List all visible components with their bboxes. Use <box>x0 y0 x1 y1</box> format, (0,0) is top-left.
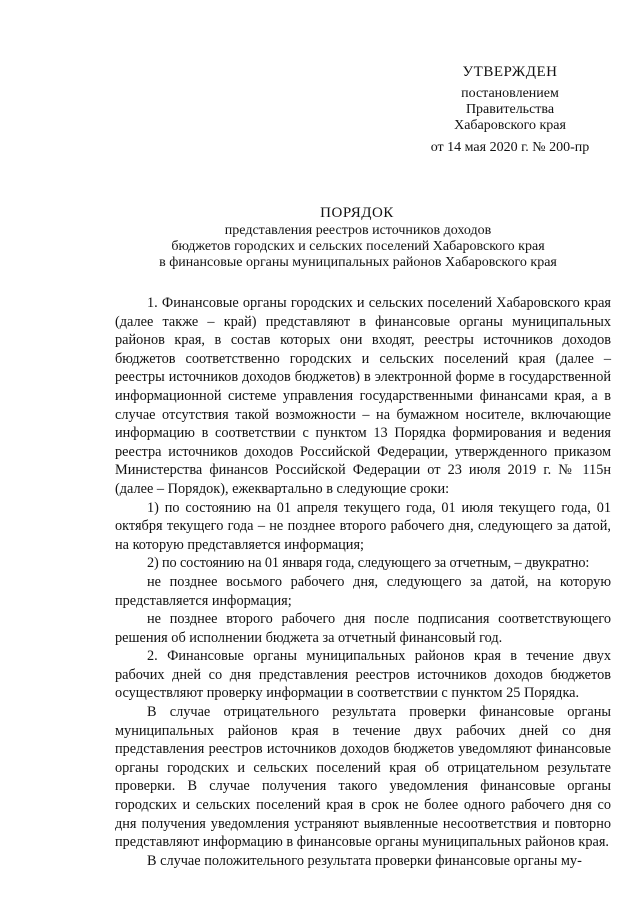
approval-heading: УТВЕРЖДЕН <box>462 64 558 80</box>
paragraph: 2) по состоянию на 01 января года, следующего за отчетным, – двукратно: <box>147 555 590 572</box>
subtitle-line: бюджетов городских и сельских поселений Хабаровского края <box>171 239 545 254</box>
approval-stamp <box>408 62 612 156</box>
document-subtitle <box>118 223 598 271</box>
approval-line: постановлением <box>461 86 559 101</box>
approval-line: Хабаровского края <box>454 118 566 133</box>
document-body <box>115 294 611 870</box>
paragraph: 1. Финансовые органы городских и сельских поселений Хабаровского края (далее также – край) представляют в финансовые органы муниципальных районов края, в состав которых они входят, реестры источников доходов бюджетов соответственно городских и сельских поселений края (далее – реестры источников доходов бюджетов) в электронной форме в государственной информационной системе управления государственными финансами края, а в случае отсутствия такой возможности – на бумажном носителе, включающие информацию в соответствии с пунктом 13 Порядка формирования и ведения реестра источников доходов Российской Федерации, утвержденного приказом Министерства финансов Российской Федерации от 23 июля 2019 г. № 115н (далее – Порядок), ежеквартально в следующие сроки: <box>115 295 611 497</box>
document-title: ПОРЯДОК <box>320 205 394 221</box>
subtitle-line: представления реестров источников доходов <box>224 223 492 238</box>
approval-line: Правительства <box>465 102 555 117</box>
paragraph: не позднее второго рабочего дня после подписания соответствующего решения об исполнении бюджета за отчетный финансовый год. <box>115 611 611 646</box>
paragraph: В случае положительного результата проверки финансовые органы му- <box>147 852 582 869</box>
paragraph: не позднее восьмого рабочего дня, следующего за датой, на которую представляется информация; <box>115 573 611 609</box>
paragraph: 1) по состоянию на 01 апреля текущего года, 01 июля текущего года, 01 октября текущего года – не позднее второго рабочего дня, следующего за датой, на которую представляется информация; <box>115 499 611 553</box>
approval-date: от 14 мая 2020 г. № 200-пр <box>430 140 590 155</box>
subtitle-line: в финансовые органы муниципальных районов Хабаровского края <box>159 255 557 270</box>
paragraph: 2. Финансовые органы муниципальных районов края в течение двух рабочих дней со дня представления реестров источников доходов бюджетов осуществляют проверку информации в соответствии с пунктом 25 Порядка. <box>115 648 611 702</box>
paragraph: В случае отрицательного результата проверки финансовые органы муниципальных районов края в течение двух рабочих дней со дня представления реестров источников доходов бюджетов уведомляют финансовые органы городских и сельских поселений края об отрицательном результате проверки. В случае получения такого уведомления финансовые органы городских и сельских поселений края в срок не более одного рабочего дня со дня получения уведомления устраняют выявленные несоответствия и повторно представляют информацию в финансовые органы муниципальных районов края. <box>115 704 611 851</box>
